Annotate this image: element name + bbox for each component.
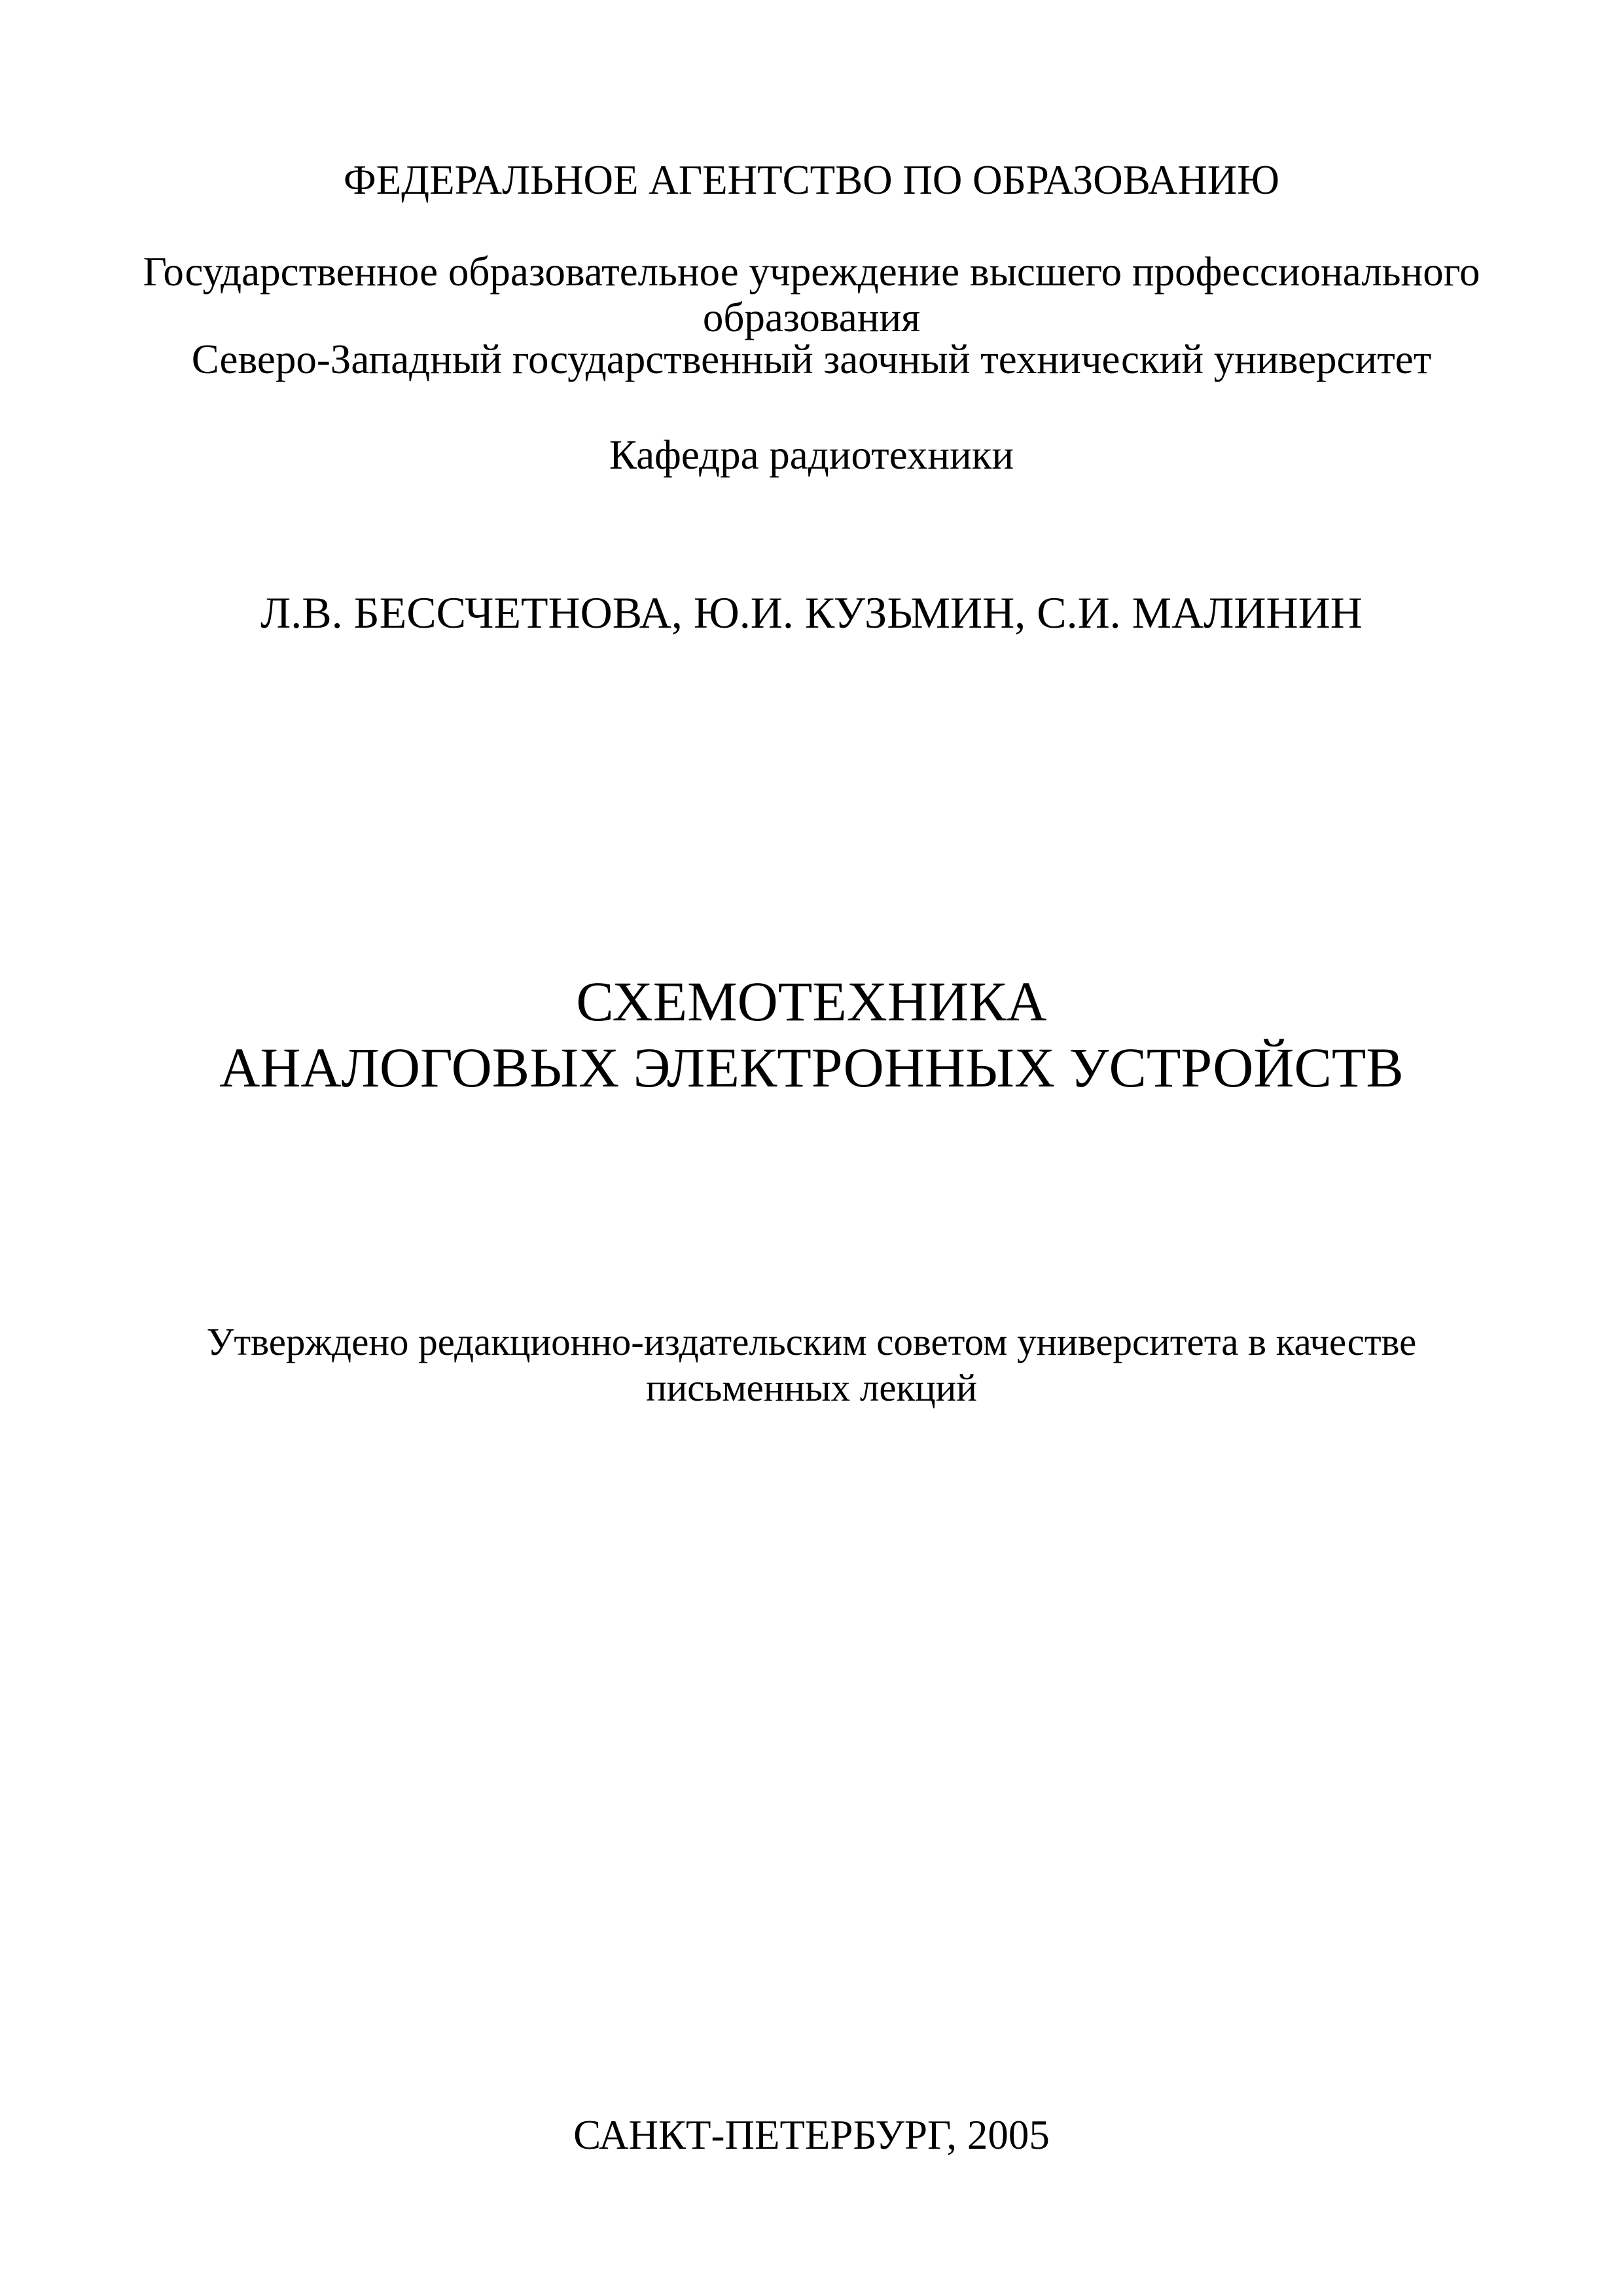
book-title-line-1: СХЕМОТЕХНИКА [576, 970, 1047, 1033]
institution-line-1: Государственное образовательное учреждение высшего профессионального [143, 249, 1480, 295]
approval-note-line-2: письменных лекций [646, 1366, 977, 1409]
department-name: Кафедра радиотехники [609, 432, 1014, 478]
agency-name: ФЕДЕРАЛЬНОЕ АГЕНТСТВО ПО ОБРАЗОВАНИЮ [343, 157, 1280, 203]
authors: Л.В. БЕССЧЕТНОВА, Ю.И. КУЗЬМИН, С.И. МАЛИНИН [260, 588, 1363, 637]
city-and-year: САНКТ-ПЕТЕРБУРГ, 2005 [573, 2112, 1050, 2158]
book-title-line-2: АНАЛОГОВЫХ ЭЛЕКТРОННЫХ УСТРОЙСТВ [219, 1036, 1404, 1099]
institution-line-2: образования [702, 295, 921, 340]
approval-note-line-1: Утверждено редакционно-издательским советом университета в качестве [206, 1320, 1417, 1363]
university-name: Северо-Западный государственный заочный технический университет [191, 336, 1432, 382]
